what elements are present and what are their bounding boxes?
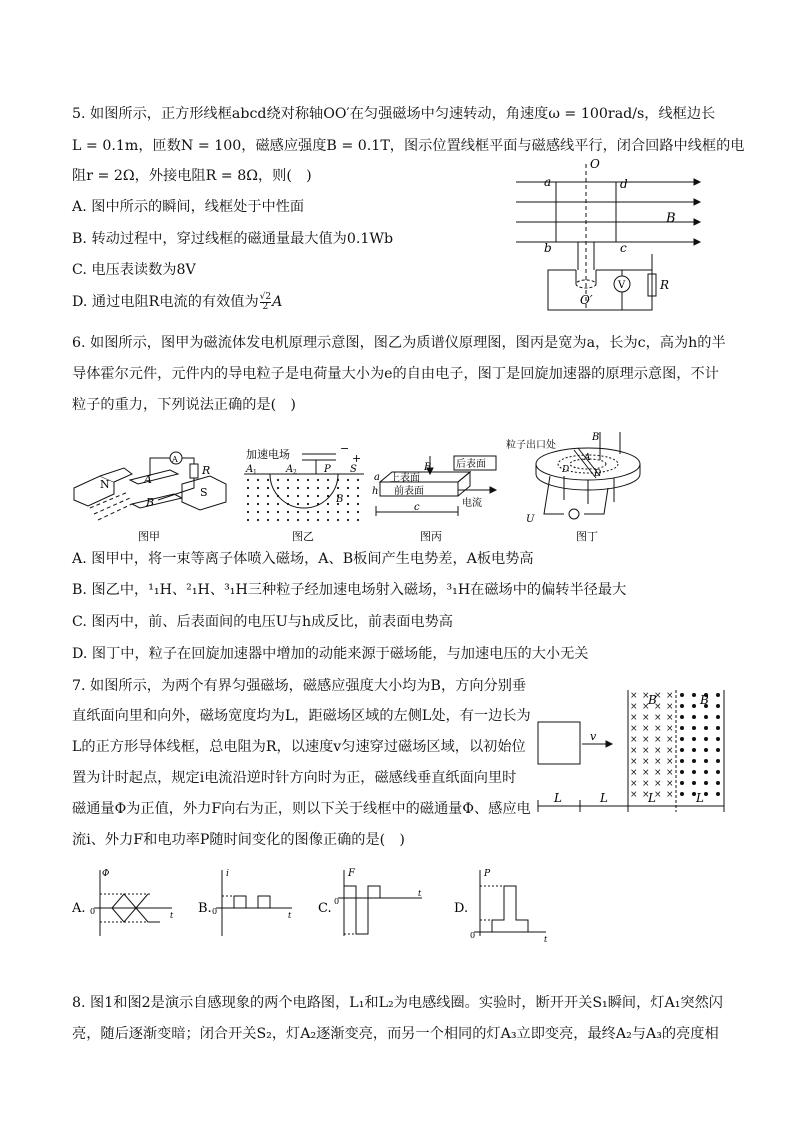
field-dot xyxy=(680,704,684,708)
field-cross: × xyxy=(666,768,674,778)
graph-d-axis: P xyxy=(484,869,491,879)
field-dot xyxy=(347,511,349,513)
field-dot xyxy=(327,503,329,505)
q6-stem-line-2: 导体霍尔元件，元件内的导电粒子是电荷量大小为e的自由电子，图丁是回旋加速器的原理示意图，不计 xyxy=(72,366,719,382)
field-dot xyxy=(692,737,696,741)
point-a2-subscript: 2 xyxy=(293,469,297,476)
length-l-label-3: L xyxy=(648,791,656,805)
field-dot xyxy=(347,487,349,489)
top-surface-label: 上表面 xyxy=(390,473,420,484)
field-cross: × xyxy=(642,779,650,789)
field-cross: × xyxy=(630,746,638,756)
graph-b-axis: i xyxy=(226,869,229,879)
length-c-label: c xyxy=(414,502,420,513)
corner-label-b: b xyxy=(544,241,552,255)
field-cross: × xyxy=(642,790,650,800)
field-dot xyxy=(297,487,299,489)
q5-option-c: C. 电压表读数为8V xyxy=(72,262,196,278)
field-dot xyxy=(357,519,359,521)
field-dot xyxy=(267,495,269,497)
figure-ding-cyclotron xyxy=(504,430,654,546)
field-cross: × xyxy=(666,746,674,756)
graph-d-origin: 0 xyxy=(470,931,476,940)
field-dot xyxy=(337,511,339,513)
graph-a-axis: Φ xyxy=(102,869,110,879)
q7-stem-line-1: 7. 如图所示，为两个有界匀强磁场，磁感应强度大小均为B，方向分别垂 xyxy=(72,678,527,694)
height-h-label: h xyxy=(372,486,379,497)
field-dot xyxy=(247,511,249,513)
graph-b-t: t xyxy=(288,911,292,920)
field-dot xyxy=(297,495,299,497)
field-dot xyxy=(267,519,269,521)
field-cross: × xyxy=(666,713,674,723)
q8-stem-line-1: 8. 图1和图2是演示自感现象的两个电路图，L₁和L₂为电感线圈。实验时，断开开关S₁瞬间，灯A₁突然闪 xyxy=(72,995,723,1011)
field-dot xyxy=(287,511,289,513)
field-dot xyxy=(357,495,359,497)
q7-option-graphs xyxy=(72,866,572,946)
field-dot xyxy=(680,792,684,796)
field-dot xyxy=(704,792,708,796)
dee-d2-label: D xyxy=(594,469,602,479)
field-cross: × xyxy=(630,724,638,734)
field-dot xyxy=(704,737,708,741)
point-a1-label: A xyxy=(246,464,254,475)
q5-option-d-text: D. 通过电阻R电流的有效值为 xyxy=(72,294,259,310)
field-dot xyxy=(307,495,309,497)
caption-ding: 图丁 xyxy=(576,530,598,543)
field-cross: × xyxy=(630,702,638,712)
field-dot xyxy=(337,487,339,489)
field-dot xyxy=(716,715,720,719)
field-dot xyxy=(704,759,708,763)
field-dot xyxy=(716,726,720,730)
q6-option-a: A. 图甲中，将一束等离子体喷入磁场，A、B板间产生电势差，A板电势高 xyxy=(72,551,534,567)
corner-label-a: a xyxy=(544,175,552,189)
field-dot xyxy=(692,781,696,785)
field-cross: × xyxy=(630,691,638,701)
field-dot xyxy=(277,511,279,513)
field-dot xyxy=(327,511,329,513)
field-cross: × xyxy=(642,713,650,723)
field-dot xyxy=(716,693,720,697)
field-dot xyxy=(716,792,720,796)
field-dot xyxy=(680,781,684,785)
plate-a-label: A xyxy=(144,473,152,486)
field-cross: × xyxy=(654,746,662,756)
field-dot xyxy=(317,487,319,489)
minus-label: − xyxy=(340,442,350,455)
q6-option-b: B. 图乙中，¹₁H、²₁H、³₁H三种粒子经加速电场射入磁场，³₁H在磁场中的偏转半径最大 xyxy=(72,582,627,598)
field-dot xyxy=(287,495,289,497)
field-dot xyxy=(357,503,359,505)
field-dot xyxy=(317,503,319,505)
field-dot xyxy=(680,737,684,741)
figure-bing-hall-element xyxy=(370,450,510,546)
point-a2-label: A xyxy=(286,464,294,475)
field-dot xyxy=(716,770,720,774)
q5-fraction-denominator: 2 xyxy=(262,301,269,312)
field-b-label: B xyxy=(592,432,600,443)
field-dot xyxy=(692,693,696,697)
field-cross: × xyxy=(642,768,650,778)
field-dot xyxy=(716,759,720,763)
q5-stem-line-1: 5. 如图所示，正方形线框abcd绕对称轴OO′在匀强磁场中匀速转动，角速度ω = 100rad/s，线框边长 xyxy=(72,106,716,122)
field-dot xyxy=(307,511,309,513)
caption-jia: 图甲 xyxy=(138,530,160,543)
caption-yi: 图乙 xyxy=(292,530,314,543)
q8-stem-line-2: 亮，随后逐渐变暗；闭合开关S₂，灯A₂逐渐变亮，而另一个相同的灯A₃立即变亮，最终A₂与A₃的亮度相 xyxy=(72,1026,719,1042)
width-a-label: a xyxy=(374,472,380,483)
field-cross: × xyxy=(654,713,662,723)
field-dot xyxy=(680,693,684,697)
field-dot xyxy=(317,519,319,521)
field-dot xyxy=(247,487,249,489)
field-label-b: B xyxy=(666,211,676,226)
field-cross: × xyxy=(654,724,662,734)
field-dot xyxy=(357,479,359,481)
field-dot xyxy=(680,770,684,774)
field-dot xyxy=(357,487,359,489)
field-cross: × xyxy=(630,790,638,800)
field-dot xyxy=(680,759,684,763)
figure-jia-mhd-generator xyxy=(70,448,240,546)
field-cross: × xyxy=(654,702,662,712)
axis-label-o-prime: O′ xyxy=(580,293,593,307)
dee-d1-label: D xyxy=(562,465,570,475)
voltage-u-label: U xyxy=(526,514,535,525)
field-dot xyxy=(692,726,696,730)
field-dot xyxy=(297,479,299,481)
field-dot xyxy=(704,770,708,774)
field-dot xyxy=(327,519,329,521)
field-cross: × xyxy=(642,691,650,701)
field-dot xyxy=(317,511,319,513)
q5-stem-line-3: 阻r = 2Ω，外接电阻R = 8Ω，则( ) xyxy=(72,168,312,184)
field-dot xyxy=(704,715,708,719)
graph-a-origin: 0 xyxy=(90,907,96,916)
field-dot xyxy=(337,519,339,521)
field-dot xyxy=(704,748,708,752)
field-dot xyxy=(247,479,249,481)
q6-stem-line-3: 粒子的重力，下列说法正确的是( ) xyxy=(72,397,296,413)
field-dot xyxy=(357,511,359,513)
q5-option-a: A. 图中所示的瞬间，线框处于中性面 xyxy=(72,199,305,215)
field-cross: × xyxy=(642,757,650,767)
field-cross: × xyxy=(630,713,638,723)
field-dot xyxy=(247,519,249,521)
figure-yi-mass-spectrometer xyxy=(240,440,370,546)
ammeter-label: A xyxy=(172,455,178,464)
field-dot xyxy=(267,511,269,513)
field-dot xyxy=(680,726,684,730)
field-cross: × xyxy=(642,724,650,734)
length-l-label-2: L xyxy=(600,791,608,805)
axis-label-o: O xyxy=(590,158,600,171)
q7-stem-line-6: 流i、外力F和电功率P随时间变化的图像正确的是( ) xyxy=(72,832,405,848)
field-dot xyxy=(257,495,259,497)
point-a-label: A xyxy=(584,453,591,463)
field-dot xyxy=(277,479,279,481)
field-dot xyxy=(297,503,299,505)
field-dot xyxy=(692,748,696,752)
field-dot xyxy=(327,479,329,481)
field-dot xyxy=(347,479,349,481)
field-dot xyxy=(704,726,708,730)
q5-stem-line-2: L = 0.1m，匝数N = 100，磁感应强度B = 0.1T，图示位置线框平面与磁感线平行，闭合回路中线框的电 xyxy=(72,138,745,154)
q7-stem-line-5: 磁通量Φ为正值，外力F向右为正，则以下关于线框中的磁通量Φ、感应电 xyxy=(72,801,531,817)
field-dot xyxy=(277,519,279,521)
field-dot xyxy=(347,519,349,521)
field-dot xyxy=(716,737,720,741)
graph-b-option: B. xyxy=(198,901,212,916)
graph-d-option: D. xyxy=(454,901,469,916)
field-cross: × xyxy=(630,735,638,745)
field-dot xyxy=(307,487,309,489)
current-label: 电流 xyxy=(462,498,482,509)
field-out-label: B xyxy=(700,693,709,707)
field-dot xyxy=(347,503,349,505)
q5-fraction-numerator: √2 xyxy=(259,291,272,302)
q5-option-d xyxy=(72,292,282,312)
field-cross: × xyxy=(630,779,638,789)
field-dot xyxy=(692,704,696,708)
field-dot xyxy=(257,487,259,489)
point-p-label: P xyxy=(324,464,331,475)
graph-c-axis: F xyxy=(348,868,355,879)
field-cross: × xyxy=(654,779,662,789)
magnet-n-label: N xyxy=(100,478,110,491)
field-cross: × xyxy=(654,735,662,745)
point-a1-subscript: 1 xyxy=(253,469,257,476)
field-cross: × xyxy=(654,790,662,800)
field-cross: × xyxy=(666,735,674,745)
length-l-label-1: L xyxy=(554,791,562,805)
field-dot xyxy=(317,479,319,481)
field-dot xyxy=(257,519,259,521)
resistor-label: R xyxy=(660,278,670,292)
point-s-label: S xyxy=(350,464,357,475)
field-b-label: B xyxy=(424,462,432,473)
q6-stem-line-1: 6. 如图所示，图甲为磁流体发电机原理示意图，图乙为质谱仪原理图，图丙是宽为a，长为c，高为h的半 xyxy=(72,335,726,351)
graph-a-option: A. xyxy=(72,901,86,916)
graph-a-t: t xyxy=(170,911,174,920)
field-dot xyxy=(327,487,329,489)
field-dot xyxy=(277,503,279,505)
field-dot xyxy=(277,487,279,489)
field-dot xyxy=(267,487,269,489)
field-dot xyxy=(267,503,269,505)
field-dot xyxy=(247,503,249,505)
field-cross: × xyxy=(642,746,650,756)
q6-option-c: C. 图丙中，前、后表面间的电压U与h成反比，前表面电势高 xyxy=(72,614,453,630)
q7-stem-line-3: L的正方形导体线框，总电阻为R，以速度v匀速穿过磁场区域，以初始位 xyxy=(72,739,526,755)
back-surface-label: 后表面 xyxy=(456,459,486,470)
field-dot xyxy=(287,503,289,505)
field-dot xyxy=(307,503,309,505)
field-dot xyxy=(716,704,720,708)
field-dot xyxy=(317,495,319,497)
field-dot xyxy=(327,495,329,497)
q5-option-b: B. 转动过程中，穿过线框的磁通量最大值为0.1Wb xyxy=(72,231,394,247)
exit-label: 粒子出口处 xyxy=(506,440,556,451)
corner-label-c: c xyxy=(620,241,627,255)
field-cross: × xyxy=(654,691,662,701)
field-cross: × xyxy=(654,768,662,778)
velocity-label: v xyxy=(590,730,597,743)
field-dot xyxy=(307,479,309,481)
field-dot xyxy=(704,781,708,785)
field-dot xyxy=(692,715,696,719)
field-dot xyxy=(692,759,696,763)
field-cross: × xyxy=(654,757,662,767)
q5-option-d-unit: A xyxy=(272,294,283,310)
field-b-label: B xyxy=(336,494,344,505)
q7-stem-line-2: 直纸面向里和向外，磁场宽度均为L，距磁场区域的左侧L处，有一边长为 xyxy=(72,708,531,724)
field-dot xyxy=(267,479,269,481)
front-surface-label: 前表面 xyxy=(394,486,424,497)
plate-b-label: B xyxy=(146,496,155,509)
field-dot xyxy=(257,503,259,505)
field-dot xyxy=(277,495,279,497)
field-dot xyxy=(716,781,720,785)
field-dot xyxy=(287,479,289,481)
graph-c-origin: 0 xyxy=(334,897,340,906)
q6-option-d: D. 图丁中，粒子在回旋加速器中增加的动能来源于磁场能，与加速电压的大小无关 xyxy=(72,646,589,662)
field-cross: × xyxy=(666,779,674,789)
field-dot xyxy=(287,519,289,521)
field-cross: × xyxy=(666,790,674,800)
field-dot xyxy=(297,511,299,513)
field-cross: × xyxy=(666,724,674,734)
field-dot xyxy=(297,519,299,521)
graph-c-t: t xyxy=(418,889,422,898)
graph-c-option: C. xyxy=(318,901,332,916)
resistor-label: R xyxy=(202,464,211,477)
field-dot xyxy=(680,748,684,752)
field-dot xyxy=(257,511,259,513)
q7-stem-line-4: 置为计时起点，规定i电流沿逆时针方向时为正，磁感线垂直纸面向里时 xyxy=(72,770,517,786)
field-cross: × xyxy=(630,768,638,778)
field-dot xyxy=(257,479,259,481)
voltmeter-label: V xyxy=(618,280,626,291)
field-cross: × xyxy=(666,757,674,767)
q7-magnetic-field-figure xyxy=(534,688,734,820)
field-dot xyxy=(692,770,696,774)
field-dot xyxy=(337,479,339,481)
caption-bing: 图丙 xyxy=(420,530,442,543)
field-cross: × xyxy=(666,691,674,701)
field-in-label: B xyxy=(648,693,657,707)
q5-option-d-fraction xyxy=(260,293,271,312)
field-cross: × xyxy=(666,702,674,712)
field-dot xyxy=(680,715,684,719)
field-cross: × xyxy=(642,702,650,712)
graph-b-origin: 0 xyxy=(212,907,218,916)
graph-d-t: t xyxy=(544,935,548,944)
field-dot xyxy=(247,495,249,497)
q5-rotating-coil-figure xyxy=(512,158,712,318)
field-dot xyxy=(307,519,309,521)
field-dot xyxy=(347,495,349,497)
field-dot xyxy=(716,748,720,752)
plus-label: + xyxy=(352,452,362,465)
corner-label-d: d xyxy=(620,177,628,191)
magnet-s-label: S xyxy=(200,486,208,499)
accel-field-label: 加速电场 xyxy=(246,448,290,461)
field-cross: × xyxy=(642,735,650,745)
length-l-label-4: L xyxy=(696,791,704,805)
field-cross: × xyxy=(630,757,638,767)
field-dot xyxy=(287,487,289,489)
